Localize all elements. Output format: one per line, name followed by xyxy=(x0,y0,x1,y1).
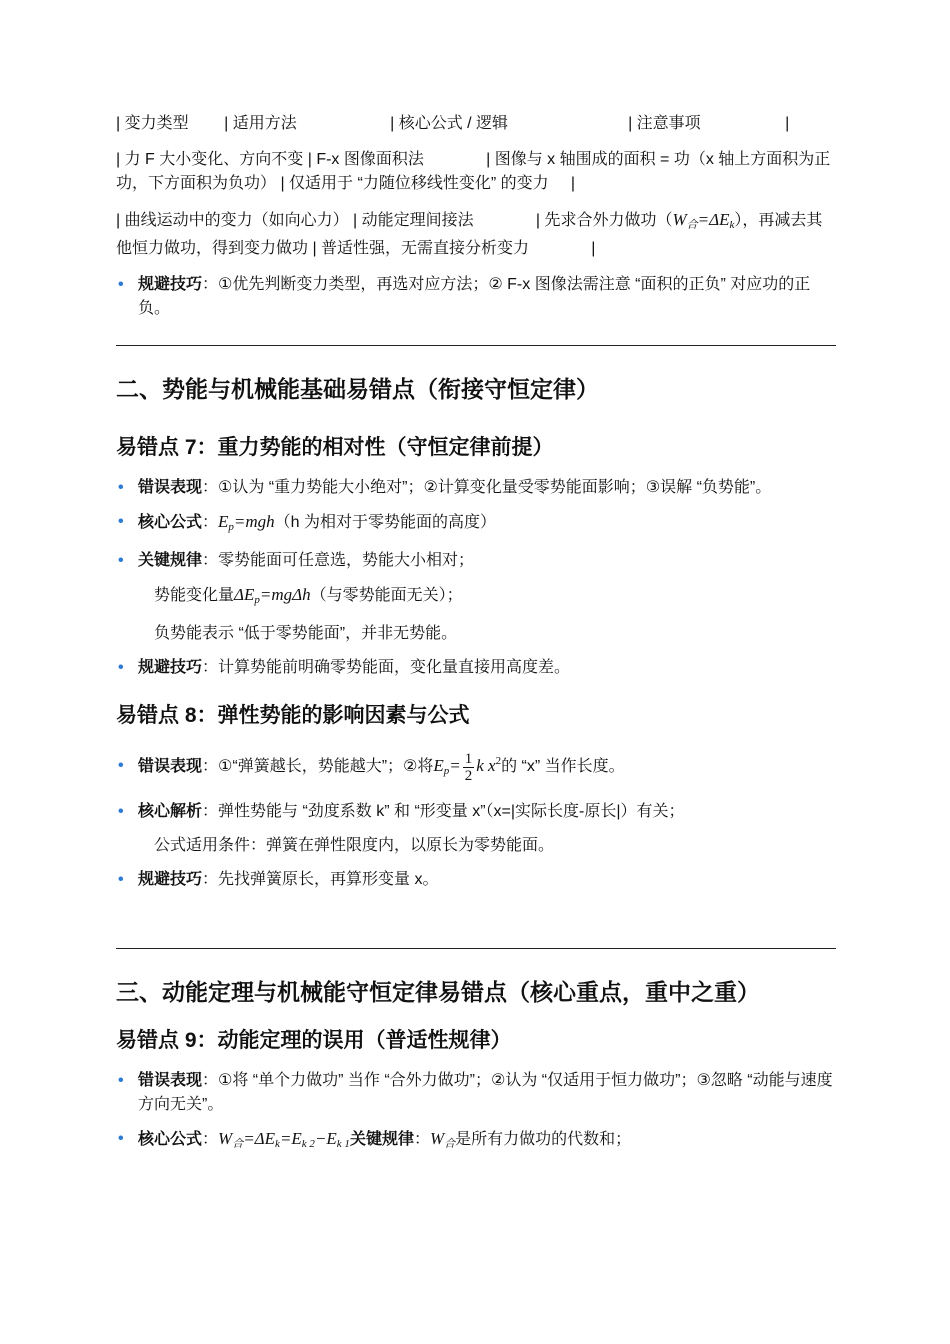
list-item: • 错误表现：①认为 “重力势能大小绝对”；②计算变化量受零势能面影响；③误解 “负势能”。 xyxy=(116,476,836,500)
bullet-dot-icon: • xyxy=(118,659,124,676)
list-item: • 规避技巧：①优先判断变力类型，再选对应方法；② F-x 图像法需注意 “面积的正负” 对应功的正负。 xyxy=(116,273,836,321)
table-line-header: | 变力类型 | 适用方法 | 核心公式 / 逻辑 | 注意事项 | xyxy=(116,115,790,132)
table-line-row1: | 力 F 大小变化、方向不变 | F-x 图像面积法 | 图像与 x 轴围成的面积 = 功（x 轴上方面积为正功，下方面积为负功） | 仅适用于 “力随位移线性变化” 的变力 | xyxy=(116,151,831,192)
formula-kinetic-theorem: $W_合=\Delta E_k=E_{k 2}-E_{k 1}$ xyxy=(218,1129,350,1150)
bullet-dot-icon: • xyxy=(118,552,124,569)
formula-elastic-pe: $E_p=$ $\frac{1}{2}$ k $x^2$ xyxy=(433,750,502,784)
formula-w-total-2: $W_合$ xyxy=(429,1129,456,1150)
point-7-tip-list xyxy=(116,656,836,680)
list-item: • 规避技巧：计算势能前明确零势能面，变化量直接用高度差。 xyxy=(116,656,836,680)
list-item: • 规避技巧：先找弹簧原长，再算形变量 x。 xyxy=(116,868,836,892)
section-3-title: 三、动能定理与机械能守恒定律易错点（核心重点，重中之重） xyxy=(116,979,760,1005)
point-9-list xyxy=(116,1069,836,1156)
bullet-dot-icon: • xyxy=(118,479,124,496)
point-8-sub1: 公式适用条件：弹簧在弹性限度内，以原长为零势能面。 xyxy=(154,837,555,854)
point-7-sub2: 负势能表示 “低于零势能面”，并非无势能。 xyxy=(154,625,458,642)
bullet-dot-icon: • xyxy=(118,1130,124,1147)
divider xyxy=(116,948,836,949)
point-8-tip-list xyxy=(116,868,836,892)
bullet-dot-icon: • xyxy=(118,757,124,774)
divider xyxy=(116,345,836,346)
fraction-half: $\frac{1}{2}$ xyxy=(464,750,473,784)
list-item: • 错误表现：①“弹簧越长，势能越大”；②将$E_p=$ $\frac{1}{2}$ k $x^2$的 “x” 当作长度。 xyxy=(118,750,625,784)
table-line-row2: | 曲线运动中的变力（如向心力） | 动能定理间接法 | 先求合外力做功$(W_合=\Delta E_k)$，再减去其他恒力做功，得到变力做功 | 普适性强，无需直接分析变力 | xyxy=(116,210,823,257)
point-7-list xyxy=(116,476,836,573)
formula-delta-pe: $\Delta E_p=mg\Delta h$ xyxy=(234,585,311,606)
formula-gravity-pe: $E_p=mgh$ xyxy=(218,512,275,533)
section1-tip-list xyxy=(116,273,836,321)
point-7-sub1: 势能变化量$\Delta E_p=mg\Delta h$（与零势能面无关）； xyxy=(154,585,463,606)
bullet-dot-icon: • xyxy=(118,276,124,293)
section-2-title: 二、势能与机械能基础易错点（衔接守恒定律） xyxy=(116,376,599,402)
point-8-list xyxy=(116,744,836,824)
bullet-dot-icon: • xyxy=(118,871,124,888)
list-item: • 错误表现：①将 “单个力做功” 当作 “合外力做功”；②认为 “仅适用于恒力做功”；③忽略 “动能与速度方向无关”。 xyxy=(116,1069,836,1117)
document-page xyxy=(116,112,836,1166)
list-item: • 核心公式：$E_p=mgh(h$ 为相对于零势能面的高度） xyxy=(118,512,497,533)
bullet-dot-icon: • xyxy=(118,513,124,530)
point-9-title: 易错点 9：动能定理的误用（普适性规律） xyxy=(116,1029,512,1052)
point-7-title: 易错点 7：重力势能的相对性（守恒定律前提） xyxy=(116,436,554,459)
bullet-dot-icon: • xyxy=(118,1072,124,1089)
list-item: • 关键规律：零势能面可任意选，势能大小相对； xyxy=(116,549,836,573)
list-item: • 核心公式：$W_合=\Delta E_k=E_{k 2}-E_{k 1}$关键规律：$W_合$是所有力做功的代数和； xyxy=(118,1129,632,1150)
formula-w-total: $W_合=\Delta E_k$ xyxy=(672,210,735,231)
list-item: • 核心解析：弹性势能与 “劲度系数 k” 和 “形变量 x”（x=|实际长度-原长|）有关； xyxy=(116,800,836,824)
bullet-dot-icon: • xyxy=(118,803,124,820)
point-8-title: 易错点 8：弹性势能的影响因素与公式 xyxy=(116,704,470,727)
